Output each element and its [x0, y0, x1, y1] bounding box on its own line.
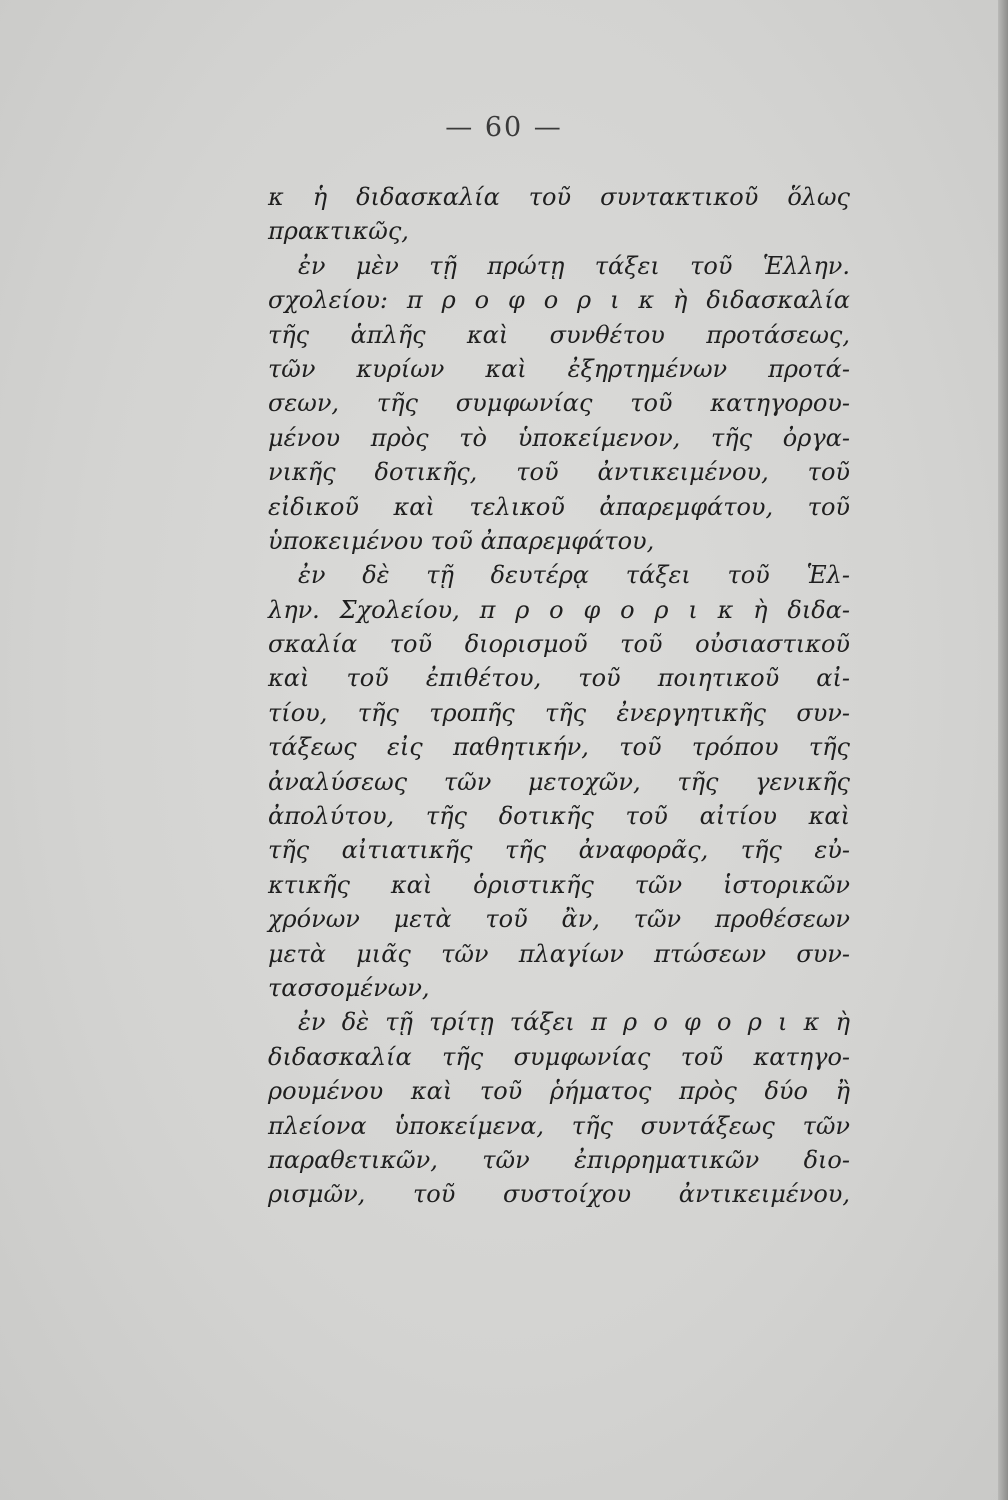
text-line: ὑποκειμένου τοῦ ἀπαρεμφάτου,	[268, 526, 655, 555]
text-line: τασσομένων,	[268, 973, 430, 1002]
text-line: κ ἡ διδασκαλία τοῦ συντακτικοῦ ὅλως	[268, 183, 850, 211]
text-line: παραθετικῶν, τῶν ἐπιρρηματικῶν διο-	[268, 1145, 850, 1174]
text-line: καὶ τοῦ ἐπιθέτου, τοῦ ποιητικοῦ αἰ-	[268, 664, 850, 693]
text-line: μένου πρὸς τὸ ὑποκείμενον, τῆς ὀργα-	[268, 423, 850, 452]
text-line: τῶν κυρίων καὶ ἐξηρτημένων προτά-	[268, 354, 850, 383]
text-line: ρισμῶν, τοῦ συστοίχου ἀντικειμένου,	[268, 1180, 850, 1209]
text-line: ἐν δὲ τῇ δευτέρᾳ τάξει τοῦ Ἑλ-	[298, 561, 850, 590]
text-line: πρακτικῶς,	[268, 217, 409, 246]
text-line: ἐν μὲν τῇ πρώτῃ τάξει τοῦ Ἑλλην.	[298, 251, 850, 280]
text-line: ἀπολύτου, τῆς δοτικῆς τοῦ αἰτίου καὶ	[268, 802, 850, 831]
text-line: διδασκαλία τῆς συμφωνίας τοῦ κατηγο-	[268, 1042, 850, 1071]
text-line: χρόνων μετὰ τοῦ ἂν, τῶν προθέσεων	[268, 905, 850, 934]
text-line: τίου, τῆς τροπῆς τῆς ἐνεργητικῆς συν-	[268, 698, 850, 727]
page-edge-shadow	[998, 0, 1008, 1500]
text-line: λην. Σχολείου, π ρ ο φ ο ρ ι κ ὴ διδα-	[268, 595, 850, 624]
text-line: πλείονα ὑποκείμενα, τῆς συντάξεως τῶν	[268, 1111, 850, 1140]
text-line: κτικῆς καὶ ὁριστικῆς τῶν ἱστορικῶν	[268, 870, 850, 899]
text-line: τῆς αἰτιατικῆς τῆς ἀναφορᾶς, τῆς εὐ-	[268, 836, 850, 865]
text-line: εἰδικοῦ καὶ τελικοῦ ἀπαρεμφάτου, τοῦ	[268, 492, 850, 521]
text-line: μετὰ μιᾶς τῶν πλαγίων πτώσεων συν-	[268, 939, 850, 968]
text-line: ἐν δὲ τῇ τρίτῃ τάξει π ρ ο φ ο ρ ι κ ὴ	[298, 1008, 850, 1037]
text-line: σκαλία τοῦ διορισμοῦ τοῦ οὐσιαστικοῦ	[268, 630, 850, 659]
text-line: νικῆς δοτικῆς, τοῦ ἀντικειμένου, τοῦ	[268, 458, 850, 487]
page-number: — 60 —	[445, 112, 563, 143]
text-line: σεων, τῆς συμφωνίας τοῦ κατηγορου-	[268, 389, 850, 418]
text-line: τῆς ἁπλῆς καὶ συνθέτου προτάσεως,	[268, 320, 850, 349]
body-text	[268, 180, 850, 1212]
text-line: ρουμένου καὶ τοῦ ῥήματος πρὸς δύο ἢ	[268, 1077, 850, 1106]
text-line: ἀναλύσεως τῶν μετοχῶν, τῆς γενικῆς	[268, 767, 850, 796]
text-line: σχολείου: π ρ ο φ ο ρ ι κ ὴ διδασκαλία	[268, 286, 850, 315]
text-line: τάξεως εἰς παθητικήν, τοῦ τρόπου τῆς	[268, 733, 850, 762]
